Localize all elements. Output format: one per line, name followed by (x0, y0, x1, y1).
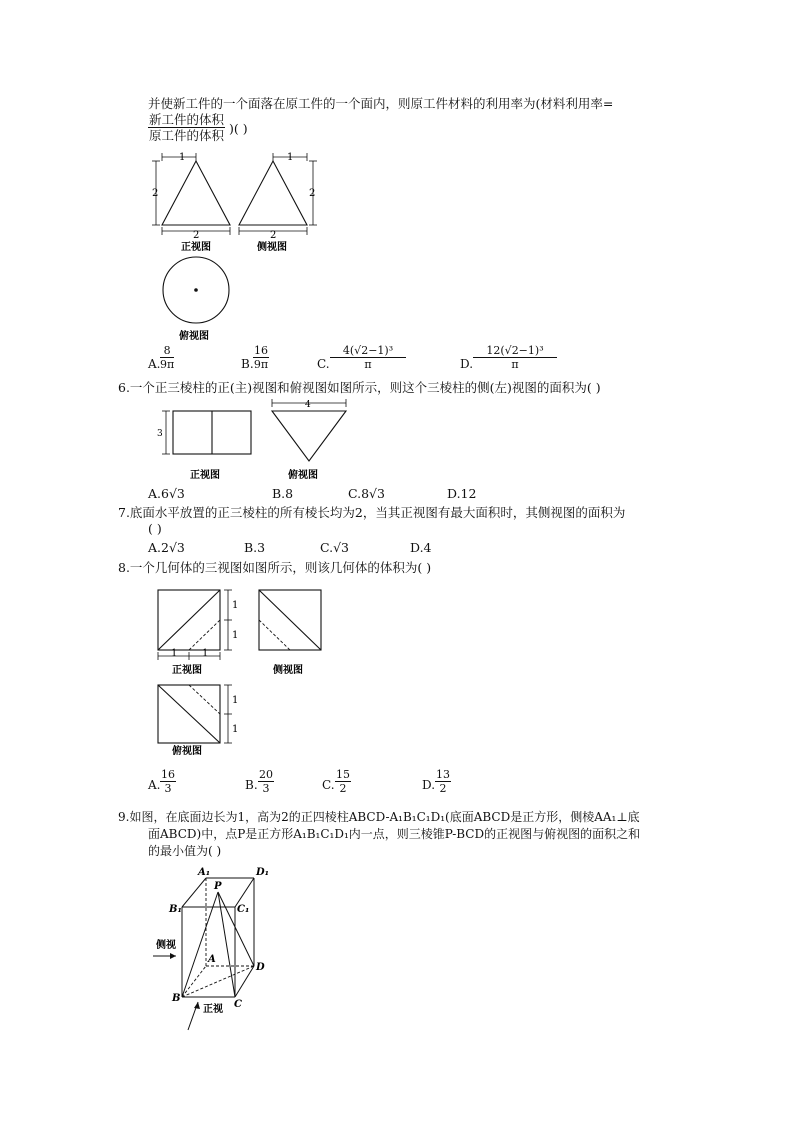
q5-ratio-denominator: 原工件的体积 (149, 128, 225, 143)
q5-option-b-key: B. (241, 357, 254, 371)
q7-stem-paren: ( ) (148, 521, 162, 536)
q8-option-a[interactable] (160, 768, 176, 795)
q5-option-c-key: C. (317, 357, 330, 371)
q8-option-c[interactable] (335, 768, 351, 795)
q6-height-dim: 3 (157, 429, 163, 439)
q8-option-d-num: 13 (436, 768, 450, 781)
q7-option-a[interactable]: A.2√3 (148, 540, 185, 555)
q5-option-a-den: 9π (160, 358, 175, 371)
q9-label-a: A (208, 954, 216, 965)
q8-option-d[interactable] (435, 768, 451, 795)
q8-option-d-den: 2 (439, 782, 447, 795)
q8-front-dim-left: 1 (171, 648, 178, 659)
q5-option-d-num: 12(√2−1)³ (473, 344, 557, 358)
q6-stem: 6.一个正三棱柱的正(主)视图和俯视图如图所示，则这个三棱柱的侧(左)视图的面积为( ) (118, 380, 601, 395)
q5-side-dim-base: 2 (270, 230, 277, 241)
q5-option-a-num: 8 (160, 344, 174, 358)
q5-option-c-den: π (364, 358, 372, 371)
q9-label-c1: C₁ (237, 904, 250, 915)
q5-option-b[interactable] (253, 344, 269, 371)
q6-top-view-label: 俯视图 (288, 470, 318, 481)
q6-figure (152, 398, 362, 486)
q6-front-view-label: 正视图 (190, 470, 220, 481)
q5-option-c[interactable] (330, 344, 406, 371)
q8-top-dim-upper: 1 (232, 695, 239, 706)
q8-option-b[interactable] (258, 768, 274, 795)
q5-top-view (163, 257, 229, 323)
q6-option-a[interactable]: A.6√3 (148, 486, 185, 501)
q9-stem-line2: 面ABCD)中，点P是正方形A₁B₁C₁D₁内一点，则三棱锥P-BCD的正视图与俯视图的面积之和 (148, 827, 641, 841)
q8-option-b-den: 3 (262, 782, 270, 795)
q5-side-dim-height: 2 (309, 188, 316, 199)
q9-label-b1: B₁ (169, 904, 182, 915)
q6-front-view (162, 411, 251, 454)
q8-option-a-num: 16 (161, 768, 175, 781)
q8-top-view (158, 685, 232, 743)
q8-option-b-num: 20 (259, 768, 273, 781)
q9-label-a1: A₁ (198, 867, 211, 878)
q7-stem: 7.底面水平放置的正三棱柱的所有棱长均为2，当其正视图有最大面积时，其侧视图的面积为 (118, 505, 626, 520)
q5-three-view-figure (148, 148, 328, 348)
q9-label-p: P (214, 881, 222, 892)
q6-option-b[interactable]: B.8 (272, 486, 294, 501)
q8-side-view (259, 590, 321, 650)
q5-option-d-den: π (511, 358, 519, 371)
q9-prism-edges (182, 878, 254, 997)
q5-stem-tail: )( ) (229, 121, 248, 136)
q7-option-c[interactable]: C.√3 (320, 540, 350, 555)
q8-top-view-label: 俯视图 (172, 746, 202, 757)
q5-option-b-num: 16 (254, 344, 268, 357)
q5-side-view-label: 侧视图 (257, 242, 287, 253)
q8-front-dim-right: 1 (202, 648, 209, 659)
q5-front-view (152, 153, 230, 235)
q6-width-dim: 4 (305, 400, 311, 410)
q9-side-view-label: 侧视 (156, 940, 176, 951)
q8-front-view (158, 590, 232, 660)
q7-option-d[interactable]: D.4 (410, 540, 432, 555)
q5-side-view (239, 153, 317, 235)
q8-front-dim-upper: 1 (232, 600, 239, 611)
q9-prism-figure (148, 862, 278, 1042)
q5-ratio-fraction (148, 112, 225, 143)
q8-front-view-label: 正视图 (172, 665, 202, 676)
q8-front-dim-lower: 1 (232, 630, 239, 641)
q6-option-c[interactable]: C.8√3 (348, 486, 385, 501)
q8-stem: 8.一个几何体的三视图如图所示，则该几何体的体积为( ) (118, 560, 432, 575)
q9-stem-line1: 9.如图，在底面边长为1，高为2的正四棱柱ABCD-A₁B₁C₁D₁(底面ABCD是正方形，侧棱AA₁⊥底 (118, 810, 640, 824)
q5-option-d[interactable] (473, 344, 557, 371)
q5-top-view-label: 俯视图 (179, 331, 209, 342)
q8-three-view-figure (152, 584, 342, 762)
q9-front-view-label: 正视 (203, 1004, 223, 1015)
q8-option-a-key: A. (148, 778, 161, 792)
q5-side-dim-top: 1 (287, 152, 294, 163)
q8-option-c-den: 2 (339, 782, 347, 795)
q9-label-d1: D₁ (256, 867, 270, 878)
q8-side-view-label: 侧视图 (273, 665, 303, 676)
q5-ratio-numerator: 新工件的体积 (149, 112, 225, 127)
q8-option-c-num: 15 (336, 768, 350, 781)
q9-label-b: B (172, 993, 181, 1004)
q6-option-d[interactable]: D.12 (447, 486, 477, 501)
q7-option-b[interactable]: B.3 (244, 540, 266, 555)
q8-option-d-key: D. (422, 778, 436, 792)
q5-option-b-den: 9π (253, 358, 269, 371)
q5-stem-line1: 并使新工件的一个面落在原工件的一个面内，则原工件材料的利用率为(材料利用率= (148, 96, 614, 111)
q5-option-c-num: 4(√2−1)³ (330, 344, 406, 358)
q5-front-dim-height: 2 (152, 188, 159, 199)
q5-front-dim-top: 1 (179, 152, 186, 163)
q5-front-view-label: 正视图 (181, 242, 211, 253)
q9-stem-line3: 的最小值为( ) (148, 844, 222, 858)
q9-label-d: D (256, 962, 265, 973)
q8-option-c-key: C. (322, 778, 335, 792)
q8-option-a-den: 3 (164, 782, 172, 795)
q5-option-d-key: D. (460, 357, 474, 371)
q9-label-c: C (234, 999, 242, 1010)
q5-option-a-key: A. (148, 357, 161, 371)
q8-option-b-key: B. (245, 778, 258, 792)
q5-option-a[interactable] (160, 344, 174, 371)
q5-front-dim-base: 2 (193, 230, 200, 241)
q8-top-dim-lower: 1 (232, 724, 239, 735)
